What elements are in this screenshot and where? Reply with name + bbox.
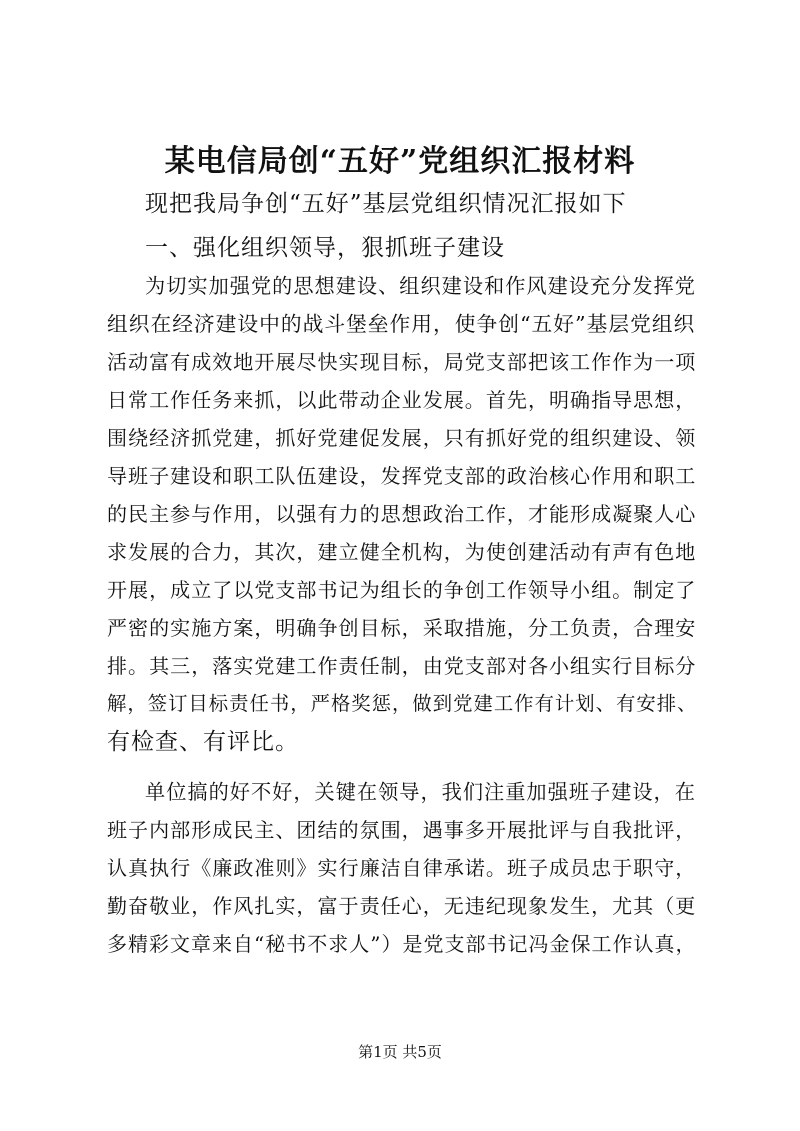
paragraph2-line: 单位搞的好不好，关键在领导，我们注重加强班子建设，在 [145, 780, 696, 804]
paragraph1-line: 活动富有成效地开展尽快实现目标，局党支部把该工作作为一项 [107, 350, 697, 374]
paragraph1-line: 围绕经济抓党建，抓好党建促发展，只有抓好党的组织建设、领 [107, 426, 697, 450]
paragraph1-line: 有检查、有评比。 [107, 729, 299, 755]
paragraph1-line: 的民主参与作用，以强有力的思想政治工作，才能形成凝聚人心 [107, 502, 697, 526]
paragraph1-line: 解，签订目标责任书，严格奖惩，做到党建工作有计划、有安排、 [107, 692, 698, 715]
intro-line: 现把我局争创“五好”基层党组织情况汇报如下 [145, 191, 627, 217]
paragraph2-line: 认真执行《廉政准则》实行廉洁自律承诺。班子成员忠于职守， [107, 856, 697, 880]
document-title: 某电信局创“五好”党组织汇报材料 [164, 144, 636, 179]
paragraph1-line: 开展，成立了以党支部书记为组长的争创工作领导小组。制定了 [107, 578, 697, 602]
paragraph2-line: 勤奋敬业，作风扎实，富于责任心，无违纪现象发生，尤其（更 [107, 894, 697, 918]
paragraph1-line: 组织在经济建设中的战斗堡垒作用，使争创“五好”基层党组织 [107, 312, 696, 336]
paragraph1-line: 导班子建设和职工队伍建设，发挥党支部的政治核心作用和职工 [107, 464, 697, 488]
page-number-footer: 第1页 共5页 [358, 1043, 442, 1061]
paragraph1-line: 求发展的合力，其次，建立健全机构，为使创建活动有声有色地 [107, 540, 697, 564]
paragraph2-line: 班子内部形成民主、团结的氛围，遇事多开展批评与自我批评， [107, 818, 697, 842]
paragraph1-line: 排。其三，落实党建工作责任制，由党支部对各小组实行目标分 [107, 654, 697, 678]
paragraph1-line: 为切实加强党的思想建设、组织建设和作风建设充分发挥党 [145, 274, 696, 298]
paragraph1-line: 日常工作任务来抓，以此带动企业发展。首先，明确指导思想， [107, 388, 697, 412]
paragraph1-line: 严密的实施方案，明确争创目标，采取措施，分工负责，合理安 [107, 616, 697, 640]
section-heading: 一、强化组织领导，狠抓班子建设 [145, 235, 505, 261]
paragraph2-line: 多精彩文章来自“秘书不求人”）是党支部书记冯金保工作认真， [107, 932, 697, 956]
